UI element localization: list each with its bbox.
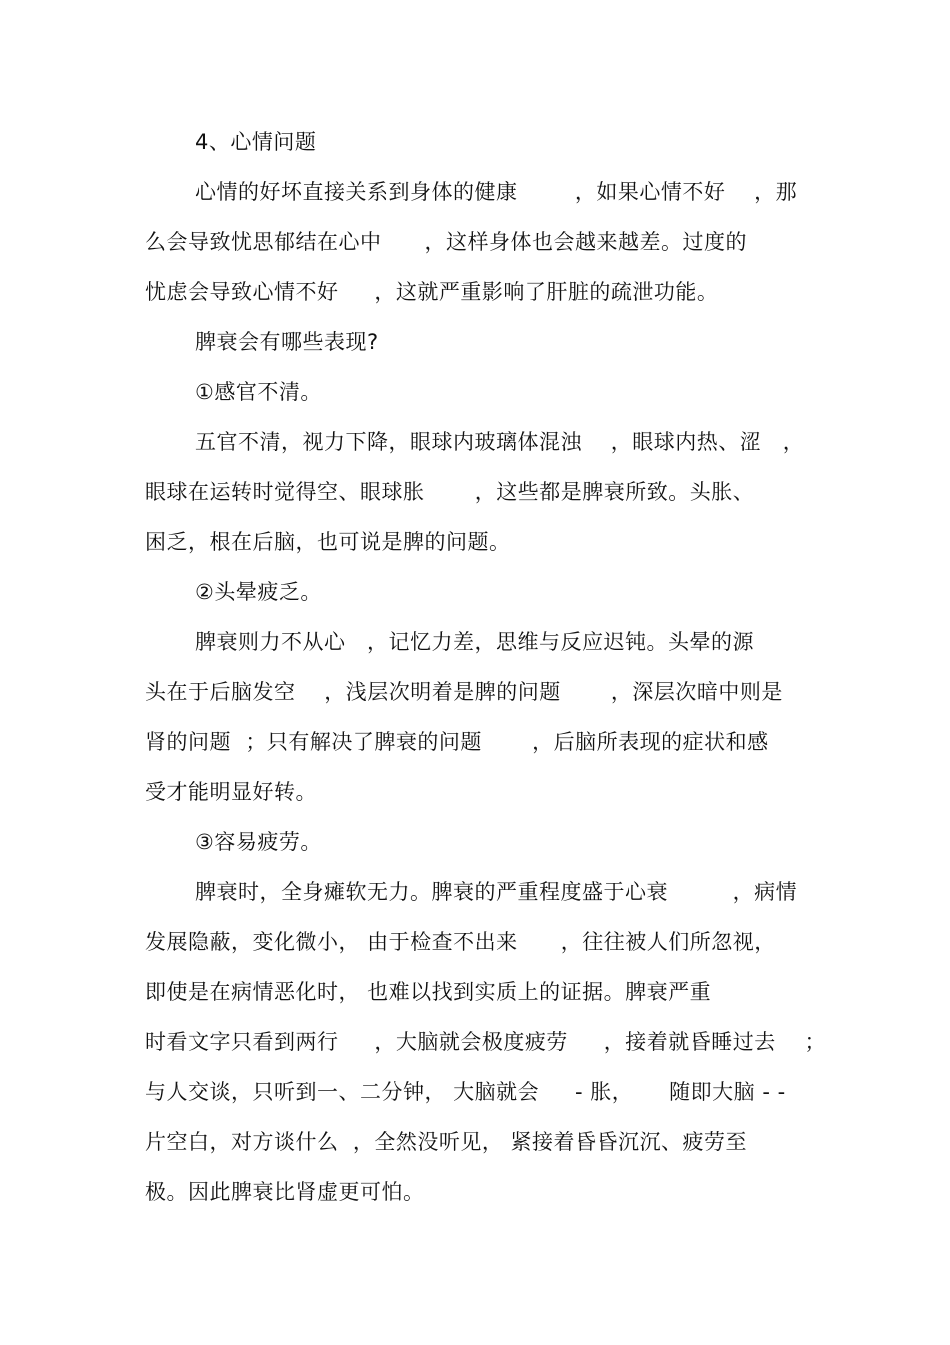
paragraph-line: 么会导致忧思郁结在心中 ，这样身体也会越来越差。过度的 (145, 230, 748, 254)
paragraph-line: 头在于后脑发空 ，浅层次明着是脾的问题 ，深层次暗中则是 (145, 680, 783, 704)
subheading: ②头晕疲乏。 (195, 580, 322, 604)
section-heading: 4、心情问题 (195, 130, 317, 154)
paragraph-line: 忧虑会导致心情不好 ，这就严重影响了肝脏的疏泄功能。 (145, 280, 719, 304)
paragraph-line: 心情的好坏直接关系到身体的健康 ，如果心情不好 ，那 (195, 180, 798, 204)
paragraph-line: 即使是在病情恶化时， 也难以找到实质上的证据。脾衰严重 (145, 980, 712, 1004)
paragraph-line: 受才能明显好转。 (145, 780, 317, 804)
paragraph-line: 与人交谈，只听到一、二分钟， 大脑就会 - 胀， 随即大脑 - - (145, 1080, 786, 1104)
paragraph-line: 脾衰时，全身瘫软无力。脾衰的严重程度盛于心衰 ，病情 (195, 880, 798, 904)
paragraph-line: 五官不清，视力下降，眼球内玻璃体混浊 ，眼球内热、涩 ， (195, 430, 805, 454)
paragraph-line: 时看文字只看到两行 ，大脑就会极度疲劳 ，接着就昏睡过去 ； (145, 1030, 826, 1054)
paragraph-line: 脾衰则力不从心 ，记忆力差，思维与反应迟钝。头晕的源 (195, 630, 755, 654)
paragraph-line: 极。因此脾衰比肾虚更可怕。 (145, 1180, 425, 1204)
paragraph-line: 困乏，根在后脑，也可说是脾的问题。 (145, 530, 511, 554)
subheading: ③容易疲劳。 (195, 830, 322, 854)
paragraph-line: 片空白，对方谈什么 ，全然没听见， 紧接着昏昏沉沉、疲劳至 (145, 1130, 748, 1154)
paragraph-line: 眼球在运转时觉得空、眼球胀 ，这些都是脾衰所致。头胀、 (145, 480, 755, 504)
question-heading: 脾衰会有哪些表现? (195, 330, 379, 354)
paragraph-line: 肾的问题 ；只有解决了脾衰的问题 ，后脑所表现的症状和感 (145, 730, 769, 754)
paragraph-line: 发展隐蔽，变化微小， 由于检查不出来 ，往往被人们所忽视， (145, 930, 776, 954)
subheading: ①感官不清。 (195, 380, 322, 404)
